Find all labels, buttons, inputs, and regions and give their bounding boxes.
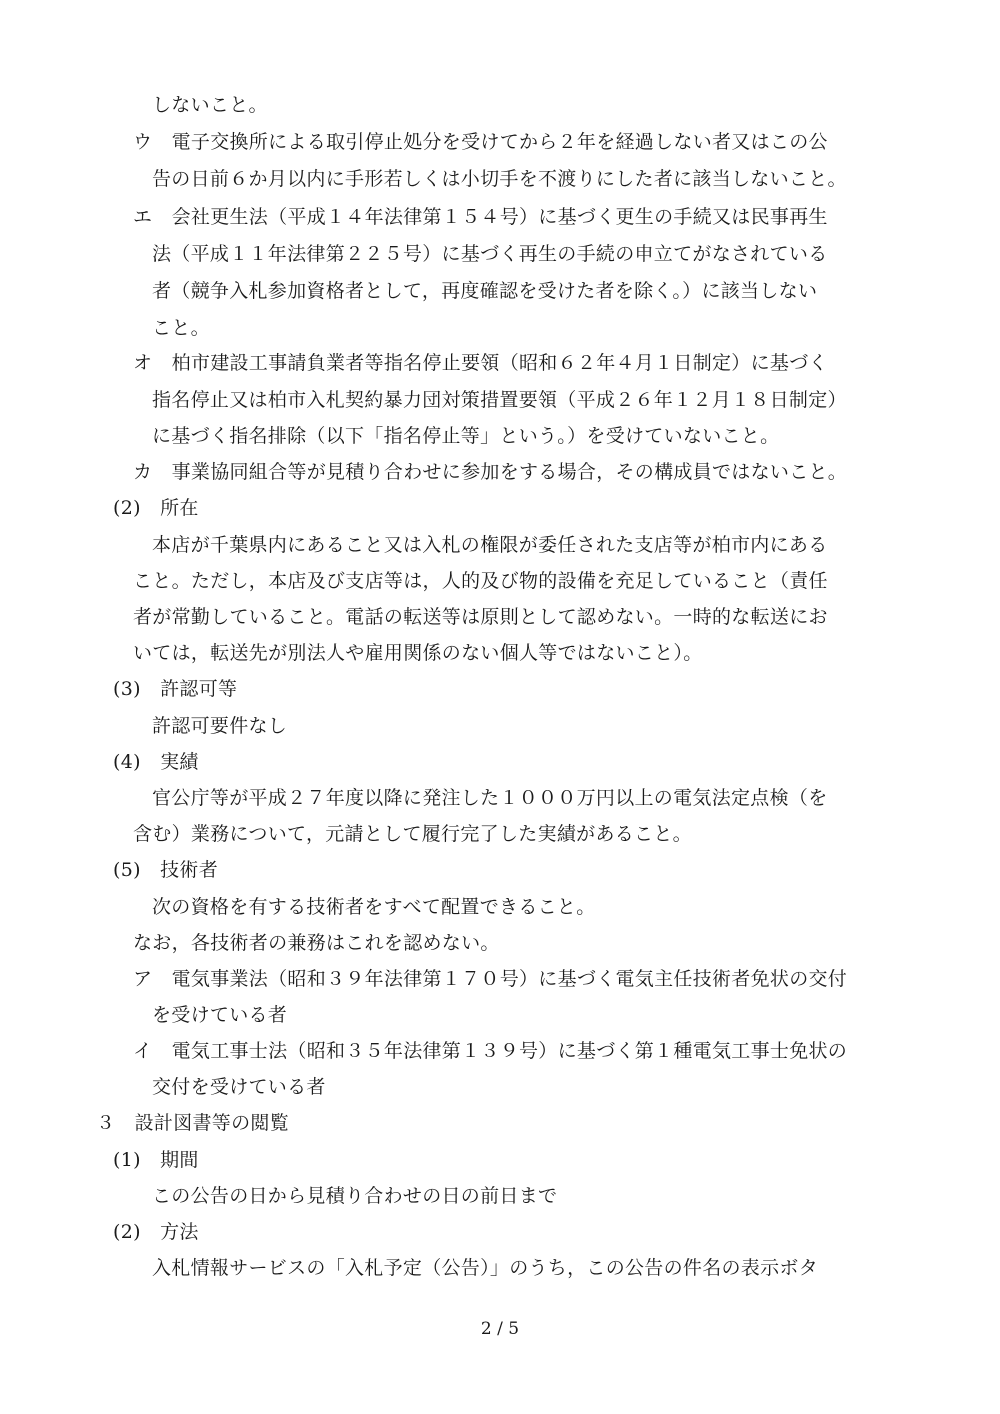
text-line: いては，転送先が別法人や雇用関係のない個人等ではないこと）。 xyxy=(133,642,703,664)
text-line: ア 電気事業法（昭和３９年法律第１７０号）に基づく電気主任技術者免状の交付 xyxy=(133,968,848,990)
text-line: 本店が千葉県内にあること又は入札の権限が委任された支店等が柏市内にある xyxy=(152,534,828,556)
text-line: 者（競争入札参加資格者として，再度確認を受けた者を除く。）に該当しない xyxy=(152,280,818,302)
text-line: この公告の日から見積り合わせの日の前日まで xyxy=(152,1185,558,1207)
section-heading: (2) 方法 xyxy=(113,1221,199,1243)
text-line: 指名停止又は柏市入札契約暴力団対策措置要領（平成２６年１２月１８日制定） xyxy=(152,389,847,411)
page-number: 2 / 5 xyxy=(480,1319,520,1339)
text-line: 告の日前６か月以内に手形若しくは小切手を不渡りにした者に該当しないこと。 xyxy=(152,168,847,190)
text-line: こと。ただし，本店及び支店等は，人的及び物的設備を充足していること（責任 xyxy=(133,570,828,592)
text-line: 者が常勤していること。電話の転送等は原則として認めない。一時的な転送にお xyxy=(133,606,828,628)
text-line: 入札情報サービスの「入札予定（公告）」のうち，この公告の件名の表示ボタ xyxy=(152,1257,819,1279)
text-line: カ 事業協同組合等が見積り合わせに参加をする場合，その構成員ではないこと。 xyxy=(133,461,848,483)
text-line: に基づく指名排除（以下「指名停止等」という。）を受けていないこと。 xyxy=(152,425,780,447)
section-heading: (4) 実績 xyxy=(113,751,199,773)
section-heading: (3) 許認可等 xyxy=(113,678,238,700)
section-heading: (5) 技術者 xyxy=(113,859,219,881)
chapter-heading: ３ 設計図書等の閲覧 xyxy=(96,1112,290,1134)
text-line: しないこと。 xyxy=(152,94,268,116)
text-line: オ 柏市建設工事請負業者等指名停止要領（昭和６２年４月１日制定）に基づく xyxy=(133,352,828,374)
text-line: 許認可要件なし xyxy=(152,715,288,737)
text-line: なお，各技術者の兼務はこれを認めない。 xyxy=(133,932,500,954)
text-line: 法（平成１１年法律第２２５号）に基づく再生の手続の申立てがなされている xyxy=(152,243,828,265)
section-heading: (2) 所在 xyxy=(113,497,199,519)
text-line: 交付を受けている者 xyxy=(152,1076,326,1098)
text-line: エ 会社更生法（平成１４年法律第１５４号）に基づく更生の手続又は民事再生 xyxy=(133,206,828,228)
text-line: イ 電気工事士法（昭和３５年法律第１３９号）に基づく第１種電気工事士免状の xyxy=(133,1040,848,1062)
text-line: を受けている者 xyxy=(152,1004,288,1026)
text-line: 官公庁等が平成２７年度以降に発注した１０００万円以上の電気法定点検（を xyxy=(152,787,828,809)
section-heading: (1) 期間 xyxy=(113,1149,199,1171)
text-line: 含む）業務について，元請として履行完了した実績があること。 xyxy=(133,823,692,845)
text-line: こと。 xyxy=(152,317,210,339)
text-line: 次の資格を有する技術者をすべて配置できること。 xyxy=(152,896,596,918)
text-line: ウ 電子交換所による取引停止処分を受けてから２年を経過しない者又はこの公 xyxy=(133,131,828,153)
